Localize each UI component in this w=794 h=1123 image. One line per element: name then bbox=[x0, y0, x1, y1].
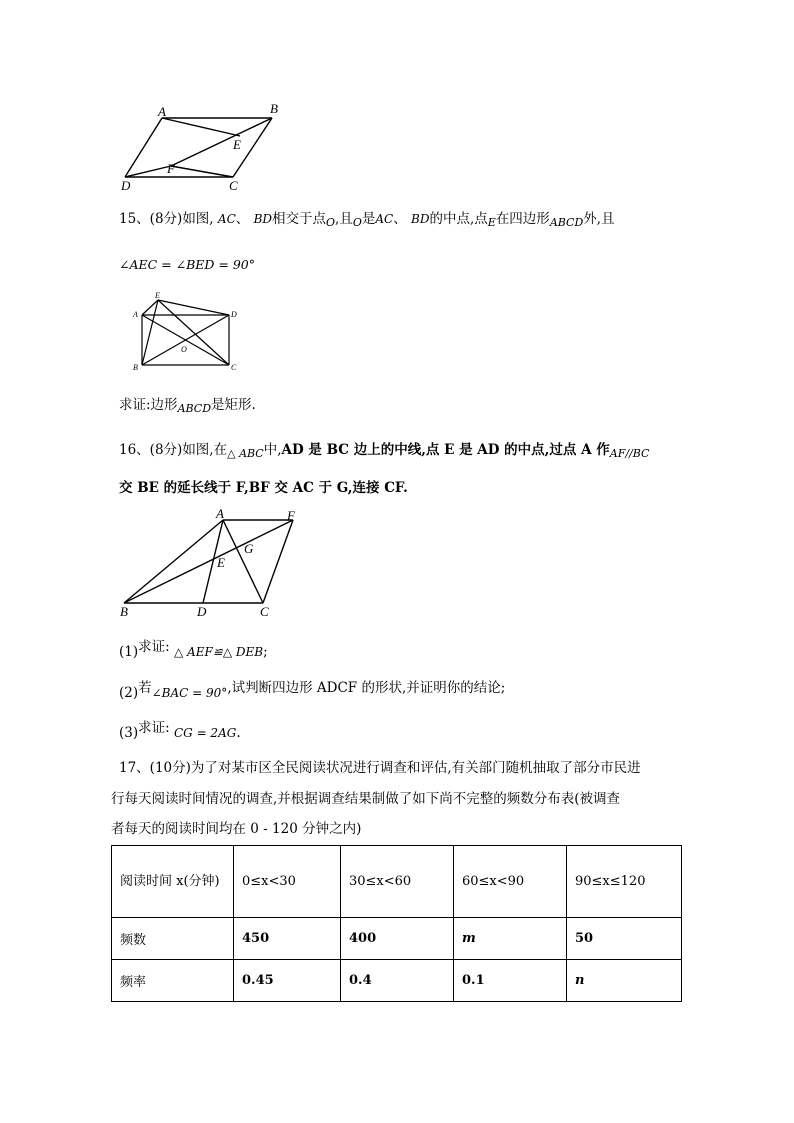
q16-part3 bbox=[119, 719, 241, 741]
segment-ec bbox=[158, 300, 229, 365]
math-ac: AC bbox=[375, 212, 394, 226]
table-cell: 450 bbox=[234, 918, 341, 960]
table-cell: 90≤x≤120 bbox=[567, 846, 682, 918]
q16-line1 bbox=[119, 441, 649, 463]
table-cell: n bbox=[567, 960, 682, 1002]
q15-text: 是矩形. bbox=[211, 397, 256, 413]
table-cell: 50 bbox=[567, 918, 682, 960]
separator: 、 bbox=[235, 211, 250, 227]
figure-parallelogram-abcd bbox=[115, 98, 290, 198]
part-number: (3) bbox=[119, 725, 139, 741]
table-header-row bbox=[112, 846, 682, 918]
segment-df bbox=[125, 166, 171, 177]
q15-text: 求证:边形 bbox=[119, 397, 178, 413]
math-o: O bbox=[326, 216, 336, 229]
label-o: O bbox=[181, 345, 187, 354]
label-b: B bbox=[120, 604, 128, 619]
math-o: O bbox=[352, 216, 362, 229]
q17-line1: 17、(10分)为了对某市区全民阅读状况进行调查和评估,有关部门随机抽取了部分市民进 bbox=[119, 760, 641, 776]
label-f: F bbox=[167, 161, 175, 176]
label-d: D bbox=[197, 604, 207, 619]
segment-ac bbox=[223, 520, 263, 603]
segment-fc bbox=[171, 166, 233, 177]
q15-text: ,且 bbox=[335, 211, 353, 227]
segment-da bbox=[125, 118, 162, 177]
q16-line2: 交 BE 的延长线于 F,BF 交 AC 于 G,连接 CF. bbox=[119, 480, 408, 496]
label-e: E bbox=[217, 555, 225, 570]
part-text: ; bbox=[263, 644, 268, 660]
q16-text: 如图,在 bbox=[182, 442, 228, 458]
part-number: (2) bbox=[119, 685, 139, 701]
label-b: B bbox=[270, 101, 278, 116]
math-bd: BD bbox=[253, 212, 273, 226]
q15-proof bbox=[119, 396, 256, 418]
label-f: F bbox=[287, 508, 295, 523]
part-text: 求证: bbox=[138, 639, 170, 655]
table-cell: 0≤x<30 bbox=[234, 846, 341, 918]
label-d: D bbox=[121, 178, 131, 193]
label-a: A bbox=[133, 310, 138, 319]
q15-text: 是 bbox=[361, 211, 376, 227]
label-c: C bbox=[231, 363, 237, 372]
math-af-parallel-bc: AF//BC bbox=[609, 447, 650, 460]
q15-condition: ∠AEC = ∠BED = 90° bbox=[119, 257, 255, 272]
table-cell: 400 bbox=[341, 918, 454, 960]
table-cell: m bbox=[454, 918, 567, 960]
segment-eb bbox=[142, 300, 158, 365]
q16-number: 16、(8分) bbox=[119, 442, 183, 458]
segment-ed bbox=[158, 300, 229, 315]
label-a: A bbox=[216, 506, 224, 521]
part-text: 求证: bbox=[138, 720, 170, 736]
q15-line1 bbox=[119, 210, 615, 232]
math-triangle-abc: △ ABC bbox=[227, 447, 264, 460]
math-angle-bac: ∠BAC = 90° bbox=[151, 686, 228, 700]
q15-text: 相交于点 bbox=[272, 211, 327, 227]
q17-line2: 行每天阅读时间情况的调查,并根据调查结果制做了如下尚不完整的频数分布表(被调查 bbox=[111, 791, 621, 807]
separator: 、 bbox=[393, 211, 407, 227]
table-row bbox=[112, 960, 682, 1002]
table-cell: 频数 bbox=[112, 918, 234, 960]
part-number: (1) bbox=[119, 644, 139, 660]
math-bd: BD bbox=[411, 212, 430, 226]
q15-number: 15、(8分) bbox=[119, 211, 183, 227]
math-abcd: ABCD bbox=[549, 216, 584, 229]
math-abcd: ABCD bbox=[177, 402, 212, 415]
figure-triangle-abc bbox=[110, 500, 315, 625]
table-cell: 0.1 bbox=[454, 960, 567, 1002]
math-ac: AC bbox=[217, 212, 236, 226]
part-text: . bbox=[236, 725, 241, 741]
table-cell: 频率 bbox=[112, 960, 234, 1002]
segment-ae bbox=[162, 118, 240, 136]
math-congruence: △ AEF≌△ DEB bbox=[173, 645, 264, 659]
table-cell: 阅读时间 x(分钟) bbox=[112, 846, 234, 918]
q15-text: 外,且 bbox=[583, 211, 615, 227]
q16-text: AD 是 BC 边上的中线,点 E 是 AD 的中点,过点 A 作 bbox=[281, 442, 610, 458]
label-e: E bbox=[155, 291, 160, 300]
label-d: D bbox=[231, 310, 237, 319]
label-c: C bbox=[260, 604, 269, 619]
math-e: E bbox=[487, 216, 496, 229]
q15-text: 的中点,点 bbox=[429, 211, 488, 227]
table-cell: 30≤x<60 bbox=[341, 846, 454, 918]
q17-line3: 者每天的阅读时间均在 0 - 120 分钟之内) bbox=[111, 821, 362, 837]
frequency-table bbox=[111, 845, 682, 1002]
table-cell: 0.45 bbox=[234, 960, 341, 1002]
label-g: G bbox=[244, 541, 254, 556]
q15-text: 如图, bbox=[182, 211, 214, 227]
q16-part2 bbox=[119, 679, 506, 701]
part-text: ,试判断四边形 ADCF 的形状,并证明你的结论; bbox=[227, 680, 506, 696]
figure-rectangle-abcd bbox=[130, 290, 245, 375]
q16-part1 bbox=[119, 638, 268, 660]
label-b: B bbox=[133, 363, 138, 372]
table-cell: 60≤x<90 bbox=[454, 846, 567, 918]
label-c: C bbox=[229, 178, 238, 193]
q16-text: 中, bbox=[263, 442, 282, 458]
q15-text: 在四边形 bbox=[495, 211, 550, 227]
table-row bbox=[112, 918, 682, 960]
table-cell: 0.4 bbox=[341, 960, 454, 1002]
math-cg-2ag: CG = 2AG bbox=[173, 726, 237, 740]
label-a: A bbox=[158, 104, 166, 119]
label-e: E bbox=[233, 137, 241, 152]
part-text: 若 bbox=[138, 680, 152, 696]
